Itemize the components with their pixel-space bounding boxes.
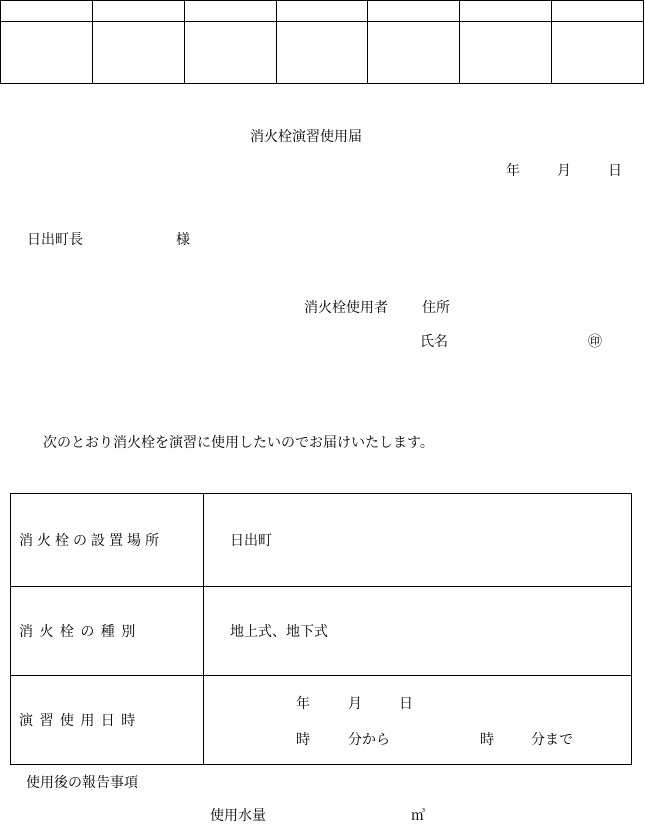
datetime-hour-from: 時 <box>296 732 310 748</box>
seal-mark: ㊞ <box>588 334 602 350</box>
datetime-minute-from: 分から <box>348 732 390 748</box>
type-value-cell <box>204 587 632 676</box>
stamp-cell <box>460 22 552 84</box>
table-row <box>11 676 632 765</box>
location-value: 日出町 <box>230 533 272 549</box>
location-value-cell <box>204 494 632 587</box>
table-row <box>11 587 632 676</box>
applicant-address-label: 住所 <box>422 300 450 316</box>
stamp-header-cell <box>460 1 552 22</box>
body-text: 次のとおり消火栓を演習に使用したいのでお届けいたします。 <box>43 435 434 451</box>
stamp-cell <box>184 22 276 84</box>
stamp-cell <box>276 22 368 84</box>
table-row <box>11 494 632 587</box>
date-month: 月 <box>557 163 571 179</box>
date-day: 日 <box>608 163 622 179</box>
type-label-cell <box>11 587 204 676</box>
datetime-date-line <box>204 693 631 711</box>
water-usage-unit: ㎥ <box>411 808 425 824</box>
stamp-cell <box>552 22 644 84</box>
usage-details-table <box>10 493 632 765</box>
datetime-label: 演 習 使 用 日 時 <box>19 713 137 729</box>
type-value: 地上式、地下式 <box>230 624 328 640</box>
date-year: 年 <box>506 163 520 179</box>
document-title: 消火栓演習使用届 <box>250 129 362 145</box>
stamp-cell <box>92 22 184 84</box>
water-usage-label: 使用水量 <box>210 808 266 824</box>
datetime-minute-to: 分まで <box>531 732 573 748</box>
addressee-honorific: 様 <box>176 232 190 248</box>
datetime-hour-to: 時 <box>480 732 494 748</box>
stamp-cell <box>1 22 93 84</box>
stamp-header-cell <box>92 1 184 22</box>
stamp-cell <box>368 22 460 84</box>
addressee-name: 日出町長 <box>27 232 83 248</box>
location-label-cell <box>11 494 204 587</box>
stamp-header-cell <box>276 1 368 22</box>
type-label: 消 火 栓 の 種 別 <box>19 624 137 640</box>
report-heading: 使用後の報告事項 <box>26 775 138 791</box>
datetime-time-line <box>204 729 631 747</box>
datetime-year: 年 <box>296 696 310 712</box>
stamp-header-cell <box>1 1 93 22</box>
location-label: 消火栓の設置場所 <box>19 533 163 549</box>
approval-stamp-grid <box>0 0 644 84</box>
applicant-name-label: 氏名 <box>420 334 448 350</box>
stamp-header-cell <box>184 1 276 22</box>
datetime-value-cell <box>204 676 632 765</box>
applicant-role: 消火栓使用者 <box>304 300 388 316</box>
datetime-month: 月 <box>348 696 362 712</box>
stamp-header-cell <box>368 1 460 22</box>
datetime-day: 日 <box>399 696 413 712</box>
stamp-header-cell <box>552 1 644 22</box>
datetime-label-cell <box>11 676 204 765</box>
